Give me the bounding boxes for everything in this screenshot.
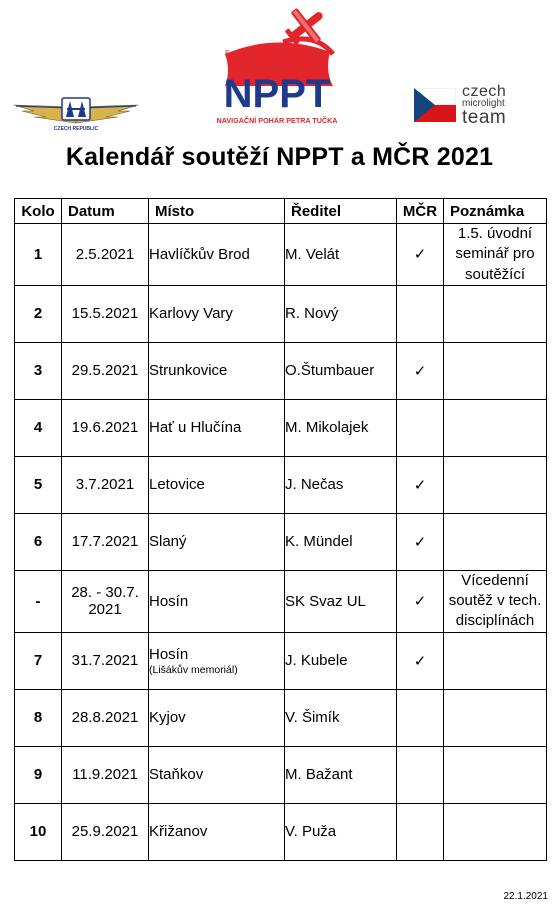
table-row <box>15 570 547 632</box>
mcr-check-icon: ✓ <box>413 652 427 670</box>
cell-mcr <box>397 399 444 456</box>
cell-mcr <box>397 689 444 746</box>
cell-reditel-text: M. Velát <box>285 245 340 263</box>
cell-kolo-text: 3 <box>33 362 43 380</box>
cell-kolo-text: 5 <box>33 476 43 494</box>
cell-reditel <box>285 513 397 570</box>
cell-reditel <box>285 632 397 689</box>
cell-kolo <box>15 746 62 803</box>
table-row <box>15 342 547 399</box>
cell-kolo-text: - <box>35 592 41 610</box>
cell-kolo <box>15 513 62 570</box>
table-row <box>15 803 547 860</box>
cell-misto-text: Kyjov <box>149 709 186 726</box>
cell-kolo <box>15 689 62 746</box>
cell-reditel-text: V. Šimík <box>285 709 340 726</box>
table-row <box>15 632 547 689</box>
cell-datum-text: 31.7.2021 <box>71 652 139 669</box>
cell-misto-text: Slaný <box>149 533 187 551</box>
cell-kolo-text: 10 <box>29 823 47 840</box>
logo-word-czech: czech <box>462 83 507 100</box>
cell-reditel-text: J. Nečas <box>285 476 344 494</box>
cell-poznamka <box>444 342 547 399</box>
cell-reditel-text: J. Kubele <box>285 652 348 669</box>
cell-kolo <box>15 342 62 399</box>
cell-datum <box>62 632 149 689</box>
logo-word-microlight: microlight <box>462 98 505 109</box>
cell-misto-text: Hať u Hlučína <box>149 419 242 437</box>
cell-misto <box>149 689 285 746</box>
cell-datum-text: 2.5.2021 <box>75 245 135 263</box>
cell-kolo <box>15 285 62 342</box>
cell-poznamka-text: 1.5. úvodní seminář pro soutěžící <box>455 225 535 283</box>
competition-calendar-table <box>14 198 547 861</box>
cell-misto <box>149 224 285 286</box>
cell-poznamka <box>444 632 547 689</box>
cell-reditel-text: R. Nový <box>285 305 339 323</box>
cell-datum-text: 19.6.2021 <box>71 419 139 437</box>
cell-mcr <box>397 342 444 399</box>
header-poznamka: Poznámka <box>444 199 547 224</box>
table-row <box>15 456 547 513</box>
cell-mcr <box>397 224 444 286</box>
cell-misto <box>149 746 285 803</box>
header-reditel: Ředitel <box>285 199 397 224</box>
cell-reditel-text: M. Bažant <box>285 766 353 783</box>
cell-misto <box>149 456 285 513</box>
cell-mcr <box>397 632 444 689</box>
cell-reditel <box>285 399 397 456</box>
cell-reditel <box>285 456 397 513</box>
cell-mcr <box>397 513 444 570</box>
cell-kolo-text: 9 <box>33 766 43 783</box>
cell-kolo <box>15 456 62 513</box>
logo-date-text: 5. 15. 12. 5. <box>225 49 268 58</box>
cell-datum <box>62 399 149 456</box>
logo-word-team: team <box>462 107 507 128</box>
nppt-subtitle: NAVIGAČNÍ POHÁR PETRA TUČKA <box>216 116 338 125</box>
cell-reditel <box>285 285 397 342</box>
cell-reditel-text: O.Štumbauer <box>285 362 375 380</box>
cell-kolo-text: 4 <box>33 419 43 437</box>
lar-wings-logo <box>12 93 140 133</box>
cell-misto-text: Letovice <box>149 476 205 494</box>
cell-poznamka <box>444 689 547 746</box>
header-datum: Datum <box>62 199 149 224</box>
header-mcr: MČR <box>397 199 444 224</box>
cell-datum-text: 11.9.2021 <box>72 766 138 783</box>
cell-datum <box>62 342 149 399</box>
cell-kolo <box>15 803 62 860</box>
cell-misto <box>149 570 285 632</box>
cell-reditel <box>285 803 397 860</box>
header-misto: Místo <box>149 199 285 224</box>
czech-republic-label: CZECH REPUBLIC <box>53 126 99 132</box>
cell-misto <box>149 803 285 860</box>
header-kolo: Kolo <box>15 199 62 224</box>
mcr-check-icon: ✓ <box>413 362 427 380</box>
cell-kolo <box>15 224 62 286</box>
cell-datum <box>62 570 149 632</box>
table-row <box>15 513 547 570</box>
cell-reditel-text: SK Svaz UL <box>285 592 366 610</box>
cell-misto <box>149 342 285 399</box>
cell-poznamka <box>444 399 547 456</box>
cell-mcr <box>397 456 444 513</box>
mcr-check-icon: ✓ <box>413 476 427 494</box>
cell-mcr <box>397 746 444 803</box>
cell-misto-text: Karlovy Vary <box>149 305 233 323</box>
czech-microlight-team-logo <box>414 84 540 128</box>
cell-kolo-text: 7 <box>33 652 43 669</box>
cell-datum-text: 28.8.2021 <box>71 709 139 726</box>
cell-reditel-text: V. Puža <box>285 823 337 840</box>
cell-kolo-text: 8 <box>33 709 43 726</box>
cell-reditel <box>285 224 397 286</box>
table-row <box>15 689 547 746</box>
cell-datum <box>62 746 149 803</box>
cell-datum-text: 25.9.2021 <box>71 823 139 840</box>
cell-kolo-text: 6 <box>33 533 43 551</box>
cell-datum <box>62 803 149 860</box>
cell-reditel-text: M. Mikolajek <box>285 419 369 437</box>
cell-kolo-text: 2 <box>33 305 43 323</box>
table-row <box>15 285 547 342</box>
mcr-check-icon: ✓ <box>413 246 427 264</box>
cell-poznamka <box>444 570 547 632</box>
cell-poznamka <box>444 803 547 860</box>
cell-datum <box>62 456 149 513</box>
cell-misto <box>149 632 285 689</box>
cell-datum <box>62 513 149 570</box>
cell-datum <box>62 285 149 342</box>
cell-misto-subtitle: (Lišákův memoriál) <box>149 663 238 676</box>
cell-reditel <box>285 746 397 803</box>
cell-misto <box>149 399 285 456</box>
cell-misto-text: Křižanov <box>149 823 208 840</box>
mcr-check-icon: ✓ <box>413 533 427 551</box>
cell-datum-text: 3.7.2021 <box>75 476 135 494</box>
cell-kolo <box>15 632 62 689</box>
cell-misto <box>149 285 285 342</box>
cell-misto <box>149 513 285 570</box>
cell-misto-text: Staňkov <box>149 766 204 783</box>
mcr-check-icon: ✓ <box>413 593 427 611</box>
cell-datum-text: 15.5.2021 <box>71 305 139 323</box>
cell-mcr <box>397 803 444 860</box>
cell-kolo <box>15 399 62 456</box>
cell-mcr <box>397 285 444 342</box>
cell-reditel <box>285 570 397 632</box>
nppt-wordmark: NPPT <box>223 72 331 116</box>
cell-datum-text: 28. - 30.7. 2021 <box>71 584 139 619</box>
cell-datum <box>62 224 149 286</box>
cell-datum-text: 29.5.2021 <box>71 362 139 380</box>
cell-misto-text: Hosín <box>149 645 189 663</box>
cell-poznamka <box>444 746 547 803</box>
cell-mcr <box>397 570 444 632</box>
nppt-logo <box>205 2 350 132</box>
cell-datum-text: 17.7.2021 <box>71 533 139 551</box>
page-title: Kalendář soutěží NPPT a MČR 2021 <box>65 143 494 171</box>
table-row <box>15 224 547 286</box>
cell-poznamka <box>444 513 547 570</box>
cell-reditel <box>285 689 397 746</box>
cell-poznamka <box>444 224 547 286</box>
cell-kolo <box>15 570 62 632</box>
cell-reditel <box>285 342 397 399</box>
cell-reditel-text: K. Mündel <box>285 533 353 551</box>
cell-kolo-text: 1 <box>33 245 43 263</box>
table-row <box>15 399 547 456</box>
cell-misto-text: Hosín <box>149 592 189 610</box>
cell-datum <box>62 689 149 746</box>
czech-flag-icon <box>414 88 456 122</box>
table-row <box>15 746 547 803</box>
cell-poznamka <box>444 285 547 342</box>
table-header-row <box>15 199 547 224</box>
cell-poznamka <box>444 456 547 513</box>
cell-poznamka-text: Vícedenní soutěž v tech. disciplínách <box>448 571 542 630</box>
cell-misto-text: Havlíčkův Brod <box>149 245 250 263</box>
document-date: 22.1.2021 <box>503 891 548 902</box>
cell-misto-text: Strunkovice <box>149 362 228 380</box>
